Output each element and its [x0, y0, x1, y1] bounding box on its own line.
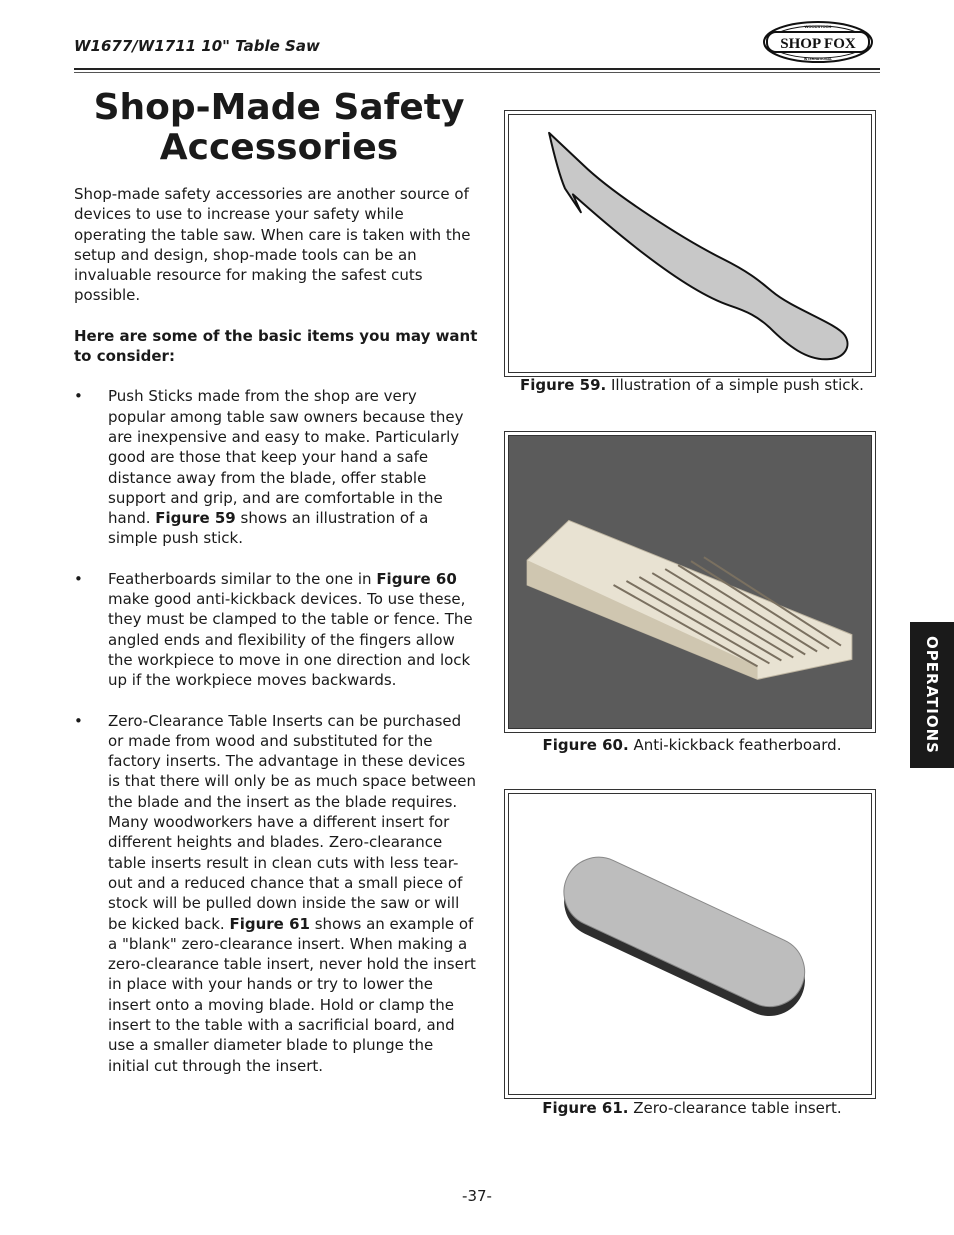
zero-clearance-insert-photo [508, 793, 872, 1095]
figure-label: Figure 61. [542, 1099, 629, 1117]
figure-label: Figure 59. [520, 376, 607, 394]
lead-paragraph: Here are some of the basic items you may want to consider: [74, 326, 478, 366]
bullet-text: shows an illustration of a simple push stick. [108, 509, 429, 548]
figure-label: Figure 60. [542, 736, 629, 754]
figure-caption-text: Anti-kickback featherboard. [628, 736, 842, 754]
manual-model-header: W1677/W1711 10" Table Saw [74, 37, 320, 55]
push-stick-icon [509, 115, 871, 372]
featherboard-icon [509, 436, 871, 728]
figure-59-frame [504, 110, 876, 377]
svg-text:WOODSTOCK: WOODSTOCK [804, 24, 832, 29]
bullet-text: shows an example of a "blank" zero-clearance insert. When making a zero-clearance table insert, never hold the insert in place with your hands or try to lower the insert onto a moving blade. Hold or clamp the insert to the table with a sacrificial board, and use a smaller diameter blade to plunge the initial cut through the insert. [108, 914, 476, 1075]
header-rule-thin [74, 72, 880, 73]
figure-61-caption [504, 1099, 880, 1117]
svg-text:SHOP FOX: SHOP FOX [780, 36, 856, 52]
bullet-push-sticks [74, 386, 478, 548]
title-line-1: Shop-Made Safety [93, 87, 465, 128]
bullet-text: Featherboards similar to the one in [108, 569, 377, 588]
page-title [74, 88, 484, 168]
bullet-text: Zero-Clearance Table Inserts can be purchased or made from wood and substituted for the factory inserts. The advantage in these devices is that there will only be as much space between the blade and the insert as the blade requires. Many woodworkers have a different insert for different heights and blades. Zero-clearance table inserts result in clean cuts with less tear-out and a reduced chance that a small piece of stock will be pulled down inside the saw or will be kicked back. [108, 711, 477, 933]
page-number: -37- [462, 1187, 492, 1205]
bullet-featherboards [74, 569, 478, 691]
body-text [74, 184, 478, 1096]
figure-60-frame [504, 431, 876, 733]
figure-caption-text: Illustration of a simple push stick. [606, 376, 864, 394]
section-tab-operations [910, 622, 954, 768]
title-line-2: Accessories [159, 127, 399, 168]
figure-59-caption [504, 376, 880, 394]
featherboard-photo [508, 435, 872, 729]
push-stick-illustration [508, 114, 872, 373]
shop-fox-logo [762, 20, 874, 64]
figure-60-caption [504, 736, 880, 754]
bullet-text: Push Sticks made from the shop are very popular among table saw owners because they are inexpensive and easy to make. Particularly good are those that keep your hand a safe distance away from the blade, offer stable support and grip, and are comfortable in the hand. [108, 387, 464, 528]
bullet-zero-clearance [74, 711, 478, 1076]
section-tab-label: OPERATIONS [923, 636, 941, 754]
figure-reference: Figure 60 [376, 569, 457, 588]
figure-reference: Figure 61 [229, 914, 310, 933]
table-insert-icon [509, 794, 871, 1094]
figure-reference: Figure 59 [155, 509, 236, 528]
figure-61-frame [504, 789, 876, 1099]
svg-text:INTERNATIONAL: INTERNATIONAL [803, 57, 833, 61]
bullet-text: make good anti-kickback devices. To use these, they must be clamped to the table or fence. The angled ends and flexibility of the fingers allow the workpiece to move in one direction and lock up if the workpiece moves backwards. [108, 590, 473, 690]
bullet-marker: • [74, 569, 83, 588]
bullet-marker: • [74, 387, 83, 406]
intro-paragraph: Shop-made safety accessories are another source of devices to use to increase your safety while operating the table saw. When care is taken with the setup and design, shop-made tools can be an invaluable resource for making the safest cuts possible. [74, 185, 471, 305]
header-rule [74, 68, 880, 70]
bullet-marker: • [74, 711, 83, 730]
figure-caption-text: Zero-clearance table insert. [628, 1099, 842, 1117]
